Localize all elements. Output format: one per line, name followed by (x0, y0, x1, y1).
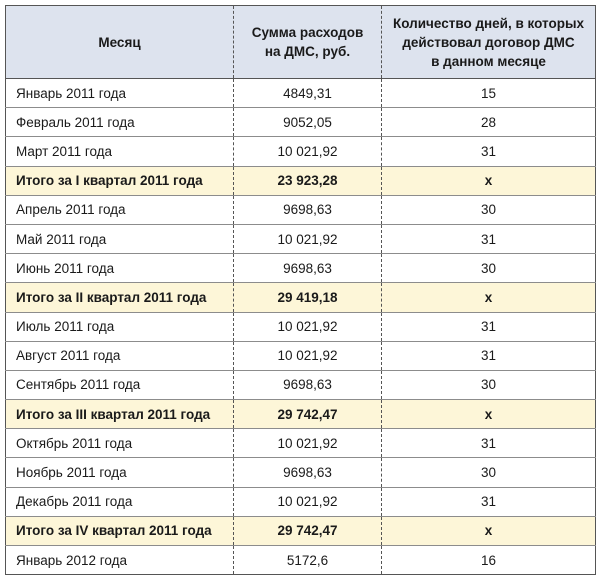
total-sum-cell: 29 742,47 (234, 400, 382, 429)
month-cell: Январь 2012 года (6, 546, 234, 575)
sum-cell: 10 021,92 (234, 429, 382, 458)
header-month (6, 6, 234, 79)
total-label-cell: Итого за IV квартал 2011 года (6, 516, 234, 545)
table-row (6, 458, 596, 487)
days-cell: 31 (382, 341, 596, 370)
total-label-cell: Итого за II квартал 2011 года (6, 283, 234, 312)
sum-cell: 10 021,92 (234, 341, 382, 370)
sum-cell: 10 021,92 (234, 487, 382, 516)
days-cell: 31 (382, 224, 596, 253)
sum-cell: 9698,63 (234, 458, 382, 487)
table-row (6, 224, 596, 253)
days-cell: 28 (382, 108, 596, 137)
total-days-cell: x (382, 166, 596, 195)
header-month-label: Месяц (98, 34, 141, 50)
total-days-cell: x (382, 283, 596, 312)
month-cell: Ноябрь 2011 года (6, 458, 234, 487)
total-label-cell: Итого за III квартал 2011 года (6, 400, 234, 429)
quarter-total-row (6, 283, 596, 312)
table-row (6, 429, 596, 458)
month-cell: Декабрь 2011 года (6, 487, 234, 516)
header-days (382, 6, 596, 79)
table-header-row (6, 6, 596, 79)
table-row (6, 312, 596, 341)
total-sum-cell: 29 419,18 (234, 283, 382, 312)
days-cell: 31 (382, 429, 596, 458)
table-row (6, 487, 596, 516)
quarter-total-row (6, 400, 596, 429)
table-row (6, 341, 596, 370)
expenses-table-container (5, 5, 595, 575)
days-cell: 15 (382, 79, 596, 108)
header-sum (234, 6, 382, 79)
total-sum-cell: 29 742,47 (234, 516, 382, 545)
sum-cell: 4849,31 (234, 79, 382, 108)
month-cell: Август 2011 года (6, 341, 234, 370)
quarter-total-row (6, 516, 596, 545)
month-cell: Октябрь 2011 года (6, 429, 234, 458)
total-days-cell: x (382, 400, 596, 429)
header-sum-line2: на ДМС, руб. (264, 44, 351, 59)
days-cell: 30 (382, 458, 596, 487)
month-cell: Январь 2011 года (6, 79, 234, 108)
total-label-cell: Итого за I квартал 2011 года (6, 166, 234, 195)
month-cell: Май 2011 года (6, 224, 234, 253)
table-row (6, 79, 596, 108)
sum-cell: 9698,63 (234, 254, 382, 283)
days-cell: 31 (382, 137, 596, 166)
quarter-total-row (6, 166, 596, 195)
month-cell: Сентябрь 2011 года (6, 370, 234, 399)
dms-expenses-table (5, 5, 596, 575)
table-row (6, 137, 596, 166)
month-cell: Июль 2011 года (6, 312, 234, 341)
total-sum-cell: 23 923,28 (234, 166, 382, 195)
header-days-line1: Количество дней, в которых (393, 15, 584, 31)
sum-cell: 9698,63 (234, 370, 382, 399)
days-cell: 30 (382, 254, 596, 283)
header-days-line3: в данном месяце (431, 53, 546, 69)
sum-cell: 9698,63 (234, 195, 382, 224)
table-row (6, 254, 596, 283)
days-cell: 30 (382, 370, 596, 399)
table-row (6, 195, 596, 224)
sum-cell: 10 021,92 (234, 312, 382, 341)
days-cell: 16 (382, 546, 596, 575)
header-days-line2: действовал договор ДМС (402, 34, 575, 50)
sum-cell: 9052,05 (234, 108, 382, 137)
days-cell: 31 (382, 312, 596, 341)
month-cell: Февраль 2011 года (6, 108, 234, 137)
sum-cell: 5172,6 (234, 546, 382, 575)
days-cell: 31 (382, 487, 596, 516)
days-cell: 30 (382, 195, 596, 224)
table-row (6, 546, 596, 575)
month-cell: Апрель 2011 года (6, 195, 234, 224)
sum-cell: 10 021,92 (234, 137, 382, 166)
sum-cell: 10 021,92 (234, 224, 382, 253)
month-cell: Март 2011 года (6, 137, 234, 166)
table-row (6, 108, 596, 137)
table-row (6, 370, 596, 399)
month-cell: Июнь 2011 года (6, 254, 234, 283)
header-sum-line1: Сумма расходов (251, 25, 364, 40)
total-days-cell: x (382, 516, 596, 545)
